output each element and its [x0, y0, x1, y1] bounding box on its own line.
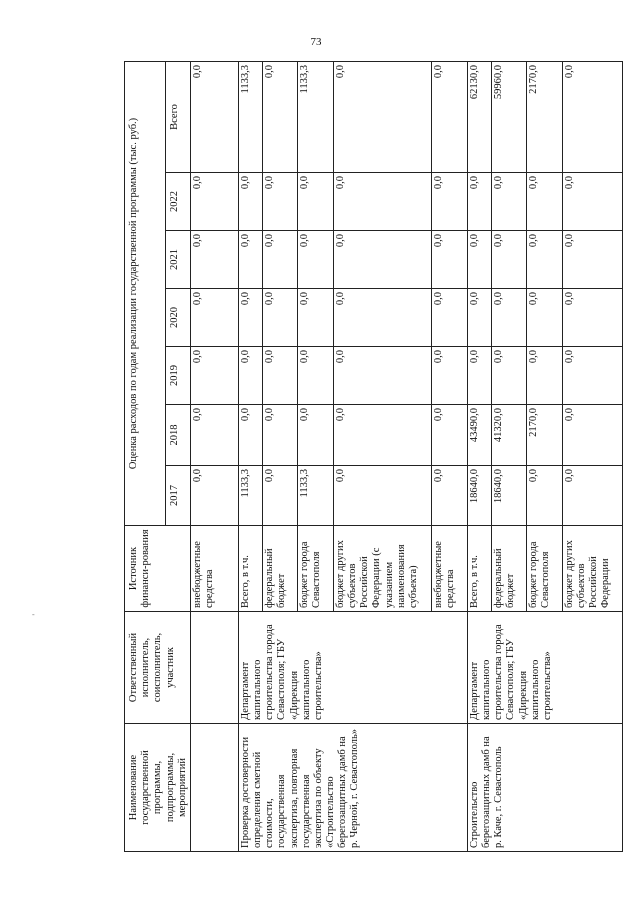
value-cell: 0,0: [297, 347, 333, 405]
value-cell: 0,0: [262, 289, 297, 347]
table-row: [467, 61, 491, 851]
value-cell: 1133,3: [238, 466, 262, 526]
scan-mark: -: [32, 610, 35, 619]
value-cell: 0,0: [262, 347, 297, 405]
value-cell: 43490,0: [467, 405, 491, 466]
source-cell: Всего, в т.ч.: [238, 526, 262, 612]
value-cell: 0,0: [467, 289, 491, 347]
responsible-name: Департамент капитального строительства города Севастополя; ГБУ «Дирекция капитального строительства»: [467, 612, 622, 724]
value-cell: 0,0: [333, 405, 431, 466]
value-cell: 0,0: [238, 347, 262, 405]
value-cell: 0,0: [238, 405, 262, 466]
source-cell: бюджет других субъектов Российской Федерации (с указанием наименования субъекта): [333, 526, 431, 612]
value-cell: 0,0: [491, 347, 526, 405]
value-cell: 1133,3: [297, 466, 333, 526]
value-cell: 0,0: [431, 61, 467, 172]
value-cell: 0,0: [333, 231, 431, 289]
value-cell: 0,0: [431, 231, 467, 289]
value-cell: 0,0: [562, 466, 622, 526]
source-cell: бюджет города Севастополя: [297, 526, 333, 612]
header-estimate: Оценка расходов по годам реализации государственной программы (тыс. руб.): [125, 61, 166, 525]
header-year: 2020: [166, 289, 191, 347]
value-cell: 0,0: [562, 173, 622, 231]
header-year: 2018: [166, 405, 191, 466]
value-cell: 0,0: [333, 61, 431, 172]
value-cell: 0,0: [562, 405, 622, 466]
value-cell: 0,0: [238, 173, 262, 231]
source-cell: внебюджетные средства: [431, 526, 467, 612]
value-cell: 0,0: [262, 173, 297, 231]
value-cell: 1133,3: [238, 61, 262, 172]
value-cell: 0,0: [297, 405, 333, 466]
value-cell: 1133,3: [297, 61, 333, 172]
value-cell: 0,0: [190, 466, 238, 526]
header-name: Наименование государственной программы, подпрограммы, мероприятий: [125, 724, 191, 852]
value-cell: 0,0: [262, 61, 297, 172]
value-cell: 0,0: [333, 347, 431, 405]
value-cell: 0,0: [491, 231, 526, 289]
value-cell: 0,0: [562, 231, 622, 289]
header-year: 2022: [166, 173, 191, 231]
value-cell: 0,0: [238, 289, 262, 347]
value-cell: 18640,0: [467, 466, 491, 526]
value-cell: 0,0: [190, 61, 238, 172]
value-cell: 0,0: [333, 466, 431, 526]
header-total: Всего: [166, 61, 191, 172]
value-cell: 0,0: [491, 289, 526, 347]
value-cell: 0,0: [467, 173, 491, 231]
header-responsible: Ответственный исполнитель, соисполнитель, участник: [125, 612, 191, 724]
value-cell: 0,0: [467, 231, 491, 289]
value-cell: 0,0: [297, 173, 333, 231]
value-cell: 2170,0: [526, 61, 562, 172]
value-cell: 0,0: [262, 466, 297, 526]
header-source: Источник финанси-рования: [125, 526, 191, 612]
value-cell: 62130,0: [467, 61, 491, 172]
value-cell: 0,0: [333, 289, 431, 347]
value-cell: 0,0: [190, 405, 238, 466]
name-cell: [190, 724, 238, 852]
activity-name: Строительство берегозащитных дамб на р. Каче, г. Севастополь: [467, 724, 622, 852]
value-cell: 0,0: [431, 173, 467, 231]
value-cell: 0,0: [526, 347, 562, 405]
table-row: [190, 61, 238, 851]
value-cell: 0,0: [297, 231, 333, 289]
value-cell: 2170,0: [526, 405, 562, 466]
source-cell: Всего, в т.ч.: [467, 526, 491, 612]
responsible-name: Департамент капитального строительства города Севастополя; ГБУ «Дирекция капитального строительства»: [238, 612, 467, 724]
value-cell: 59960,0: [491, 61, 526, 172]
value-cell: 0,0: [190, 231, 238, 289]
source-cell: бюджет города Севастополя: [526, 526, 562, 612]
header-year: 2019: [166, 347, 191, 405]
value-cell: 0,0: [491, 173, 526, 231]
value-cell: 0,0: [431, 466, 467, 526]
header-year: 2021: [166, 231, 191, 289]
value-cell: 0,0: [562, 61, 622, 172]
value-cell: 0,0: [190, 173, 238, 231]
budget-table: [124, 61, 623, 852]
source-cell: внебюджетные средства: [190, 526, 238, 612]
activity-name: Проверка достоверности определения сметной стоимости, государственная экспертиза, повторная государственная экспертиза по объекту «Строительство берегозащитных дамб на р. Черной, г. Севастополь»: [238, 724, 467, 852]
value-cell: 0,0: [262, 231, 297, 289]
source-cell: федеральный бюджет: [262, 526, 297, 612]
value-cell: 41320,0: [491, 405, 526, 466]
value-cell: 18640,0: [491, 466, 526, 526]
value-cell: 0,0: [190, 347, 238, 405]
value-cell: 0,0: [526, 466, 562, 526]
rotated-table-wrapper: [124, 62, 612, 852]
value-cell: 0,0: [333, 173, 431, 231]
value-cell: 0,0: [431, 289, 467, 347]
table-row: [238, 61, 262, 851]
source-cell: бюджет других субъектов Российской Федерации: [562, 526, 622, 612]
value-cell: 0,0: [297, 289, 333, 347]
value-cell: 0,0: [526, 289, 562, 347]
value-cell: 0,0: [562, 289, 622, 347]
value-cell: 0,0: [262, 405, 297, 466]
source-cell: федеральный бюджет: [491, 526, 526, 612]
value-cell: 0,0: [431, 405, 467, 466]
value-cell: 0,0: [190, 289, 238, 347]
value-cell: 0,0: [431, 347, 467, 405]
responsible-cell: [190, 612, 238, 724]
value-cell: 0,0: [467, 347, 491, 405]
value-cell: 0,0: [562, 347, 622, 405]
value-cell: 0,0: [526, 173, 562, 231]
page-number: 73: [310, 36, 322, 48]
header-year: 2017: [166, 466, 191, 526]
value-cell: 0,0: [526, 231, 562, 289]
value-cell: 0,0: [238, 231, 262, 289]
